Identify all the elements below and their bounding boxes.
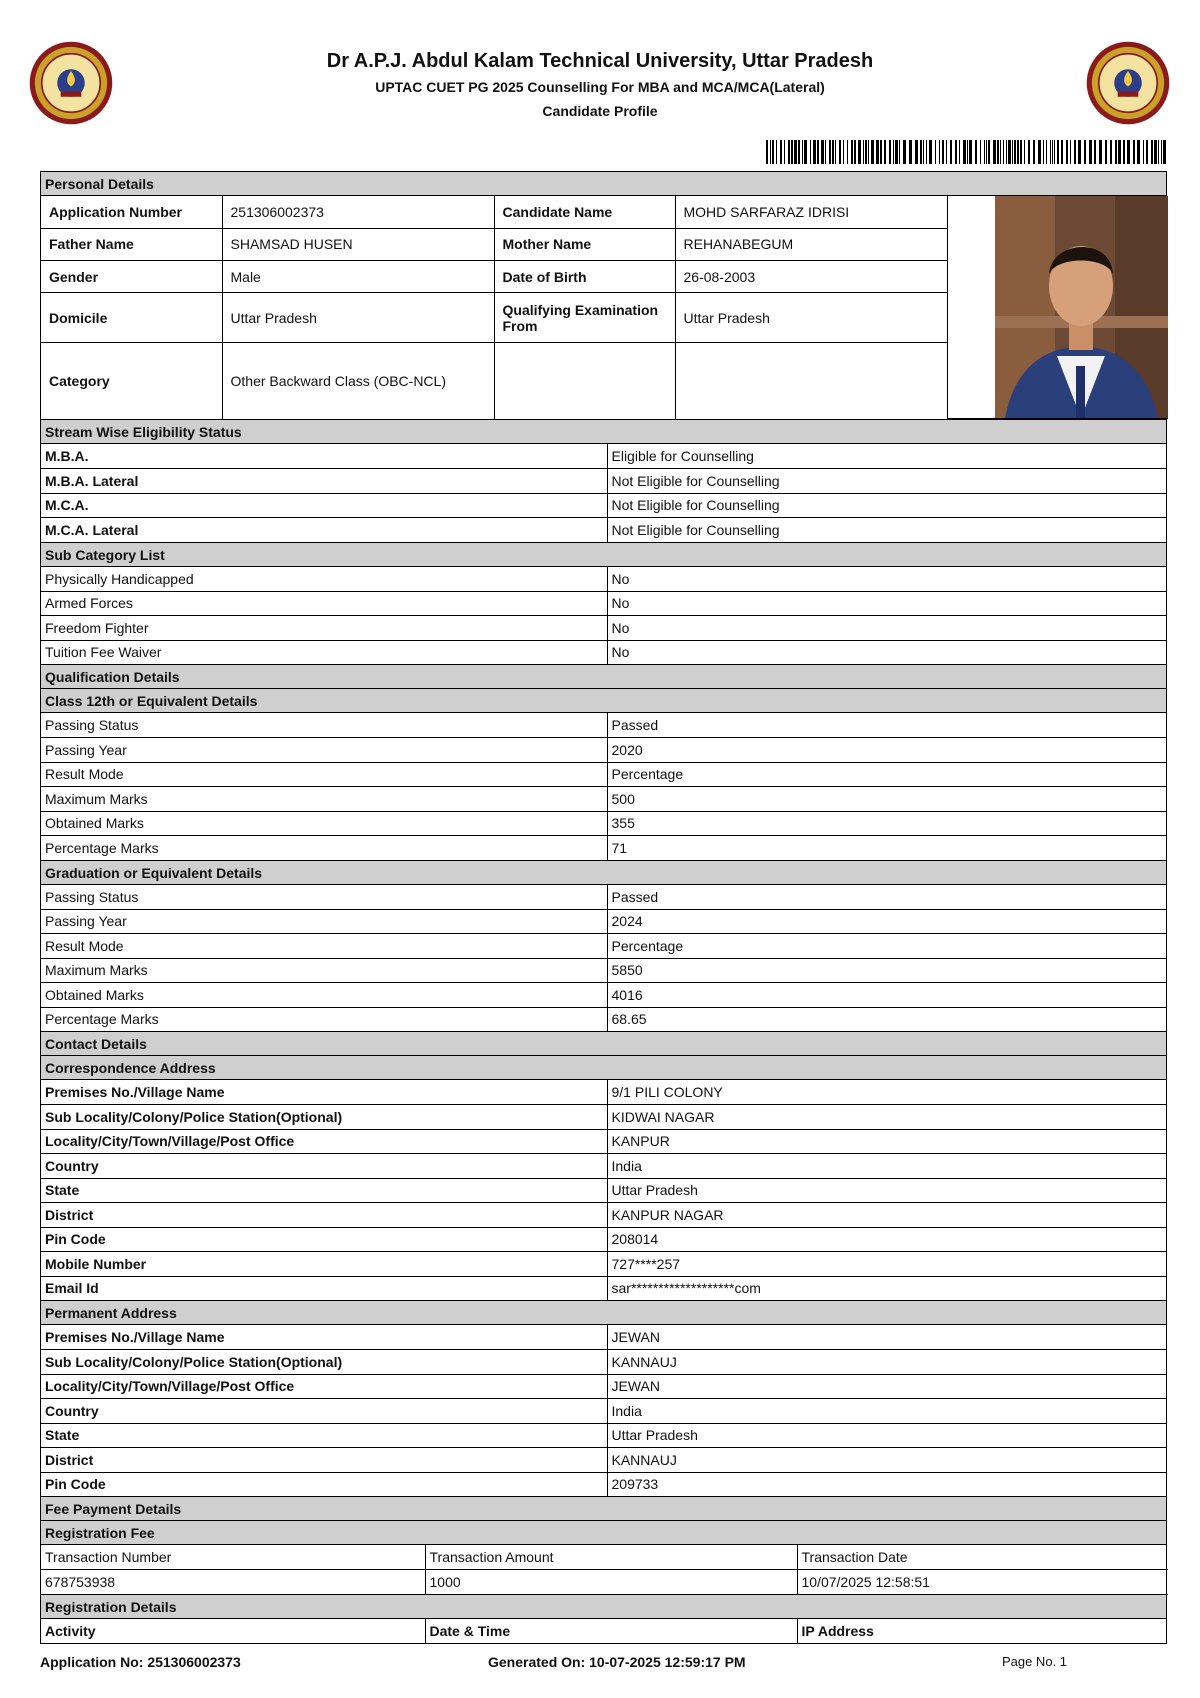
barcode-bar — [1099, 140, 1102, 164]
barcode-bar — [942, 140, 944, 164]
barcode-bar — [1061, 140, 1063, 164]
section-personal-details: Personal Details — [41, 172, 1166, 196]
field-value: 9/1 PILI COLONY — [607, 1080, 1166, 1105]
field-value: Percentage — [607, 934, 1166, 959]
column-header: IP Address — [801, 1622, 874, 1639]
barcode-bar — [899, 140, 900, 164]
barcode-bar — [997, 140, 999, 164]
barcode-bar — [1074, 140, 1076, 164]
column-header: Activity — [41, 1619, 425, 1644]
field-value: 251306002373 — [222, 196, 494, 228]
barcode-bar — [1012, 140, 1013, 164]
barcode-bar — [1078, 140, 1081, 164]
table-row — [41, 1570, 1168, 1595]
field-value: Passed — [607, 713, 1166, 738]
field-label: Application Number — [41, 196, 222, 228]
section-qualification: Qualification Details — [41, 665, 1166, 689]
table-row — [41, 885, 1166, 910]
table-row — [41, 1472, 1166, 1497]
barcode-bar — [1105, 140, 1107, 164]
field-value: No — [607, 616, 1166, 641]
registration-details-table — [41, 1619, 1168, 1644]
table-row — [41, 1080, 1166, 1105]
table-row — [41, 1423, 1166, 1448]
field-label: Domicile — [41, 293, 222, 343]
table-row — [41, 1350, 1166, 1375]
barcode-bar — [804, 140, 807, 164]
barcode-bar — [865, 140, 867, 164]
barcode-bar — [988, 140, 990, 164]
section-correspondence-address: Correspondence Address — [41, 1056, 1166, 1080]
field-label: Category — [41, 343, 222, 419]
barcode-bar — [984, 140, 985, 164]
field-label: Passing Status — [41, 713, 607, 738]
stream-name: M.C.A. — [41, 493, 607, 518]
table-row — [41, 567, 1166, 592]
barcode-bar — [1020, 140, 1022, 164]
document-header — [0, 0, 1200, 168]
graduation-table — [41, 885, 1166, 1033]
barcode-bar — [1161, 140, 1162, 164]
field-label: Locality/City/Town/Village/Post Office — [41, 1129, 607, 1154]
field-label: Sub Locality/Colony/Police Station(Optional) — [41, 1350, 607, 1375]
field-label: Mother Name — [494, 228, 675, 260]
table-row — [41, 1129, 1166, 1154]
barcode-bar — [1006, 140, 1007, 164]
table-row — [41, 1448, 1166, 1473]
barcode-bar — [986, 140, 987, 164]
section-fee-payment: Fee Payment Details — [41, 1497, 1166, 1521]
field-value: KANNAUJ — [607, 1350, 1166, 1375]
barcode-bar — [1050, 140, 1051, 164]
barcode-bar — [1094, 140, 1096, 164]
table-row — [41, 1227, 1166, 1252]
section-class-12th: Class 12th or Equivalent Details — [41, 689, 1166, 713]
table-row — [41, 1374, 1166, 1399]
field-value: JEWAN — [607, 1325, 1166, 1350]
barcode-bar — [766, 140, 768, 164]
field-label: Armed Forces — [41, 591, 607, 616]
field-label: Freedom Fighter — [41, 616, 607, 641]
field-label: District — [41, 1203, 607, 1228]
barcode-bar — [889, 140, 891, 164]
column-header: Date & Time — [425, 1619, 797, 1644]
field-label: Percentage Marks — [41, 1007, 607, 1032]
barcode-bar — [788, 140, 790, 164]
field-value: Uttar Pradesh — [675, 293, 947, 343]
class-12-table — [41, 713, 1166, 861]
field-label: Candidate Name — [494, 196, 675, 228]
field-label: Premises No./Village Name — [41, 1325, 607, 1350]
barcode-bar — [794, 140, 797, 164]
barcode-bar — [832, 140, 834, 164]
barcode-bar — [1110, 140, 1112, 164]
table-row — [41, 196, 1168, 228]
barcode-bar — [843, 140, 844, 164]
field-value: 26-08-2003 — [675, 260, 947, 292]
barcode-bar — [969, 140, 972, 164]
photo-cell — [947, 196, 1168, 419]
table-header-row — [41, 1545, 1168, 1570]
field-label: Passing Status — [41, 885, 607, 910]
field-value: KANPUR NAGAR — [607, 1203, 1166, 1228]
field-label: Obtained Marks — [41, 811, 607, 836]
table-row — [41, 1203, 1166, 1228]
field-label: Qualifying Examination From — [494, 293, 675, 343]
barcode-bar — [863, 140, 864, 164]
barcode-bar — [1057, 140, 1059, 164]
table-row — [41, 591, 1166, 616]
field-label: Gender — [41, 260, 222, 292]
stream-name: M.B.A. — [41, 444, 607, 469]
field-value: SHAMSAD HUSEN — [222, 228, 494, 260]
field-value: 727****257 — [607, 1252, 1166, 1277]
field-label: Physically Handicapped — [41, 567, 607, 592]
field-label: District — [41, 1448, 607, 1473]
barcode-bar — [810, 140, 811, 164]
barcode-bar — [1146, 140, 1148, 164]
barcode-bar — [980, 140, 981, 164]
transaction-number: 678753938 — [41, 1570, 425, 1595]
section-contact-details: Contact Details — [41, 1032, 1166, 1056]
field-label: Percentage Marks — [41, 836, 607, 861]
field-value: MOHD SARFARAZ IDRISI — [675, 196, 947, 228]
field-value: India — [607, 1154, 1166, 1179]
table-row — [41, 787, 1166, 812]
field-value: India — [607, 1399, 1166, 1424]
barcode-bar — [770, 140, 771, 164]
field-value: Uttar Pradesh — [607, 1423, 1166, 1448]
field-value: Percentage — [607, 762, 1166, 787]
table-row — [41, 1399, 1166, 1424]
barcode-bar — [1066, 140, 1068, 164]
field-label: Email Id — [41, 1276, 607, 1301]
transaction-date: 10/07/2025 12:58:51 — [797, 1570, 1168, 1595]
eligibility-status: Not Eligible for Counselling — [607, 518, 1166, 543]
barcode-bar — [871, 140, 874, 164]
barcode-bar — [903, 140, 906, 164]
permanent-address-table — [41, 1325, 1166, 1497]
field-value: 208014 — [607, 1227, 1166, 1252]
field-value: Male — [222, 260, 494, 292]
field-label: Tuition Fee Waiver — [41, 640, 607, 665]
table-row — [41, 983, 1166, 1008]
barcode-bar — [829, 140, 831, 164]
barcode-bar — [1070, 140, 1071, 164]
table-row — [41, 811, 1166, 836]
field-label: State — [41, 1178, 607, 1203]
field-label: Country — [41, 1154, 607, 1179]
field-value: No — [607, 640, 1166, 665]
field-label: Father Name — [41, 228, 222, 260]
field-value: 500 — [607, 787, 1166, 812]
table-row — [41, 762, 1166, 787]
table-row — [41, 444, 1166, 469]
barcode-bar — [1008, 140, 1011, 164]
barcode-bar — [993, 140, 996, 164]
document-title: Candidate Profile — [542, 103, 658, 119]
eligibility-status: Eligible for Counselling — [607, 444, 1166, 469]
barcode-bar — [955, 140, 957, 164]
table-row — [41, 1325, 1166, 1350]
university-seal-logo-right — [1085, 40, 1171, 126]
barcode-bar — [935, 140, 936, 164]
table-row — [41, 958, 1166, 983]
university-name: Dr A.P.J. Abdul Kalam Technical University, Uttar Pradesh — [326, 50, 874, 72]
table-row — [41, 836, 1166, 861]
table-row — [41, 738, 1166, 763]
barcode-bar — [1017, 140, 1019, 164]
field-label: Passing Year — [41, 909, 607, 934]
barcode-bar — [854, 140, 856, 164]
field-value: 68.65 — [607, 1007, 1166, 1032]
barcode-bar — [1137, 140, 1140, 164]
section-registration-fee: Registration Fee — [41, 1521, 1166, 1545]
barcode-bar — [1143, 140, 1144, 164]
correspondence-address-table — [41, 1080, 1166, 1301]
field-value: KANNAUJ — [607, 1448, 1166, 1473]
barcode-bar — [858, 140, 861, 164]
section-sub-category: Sub Category List — [41, 543, 1166, 567]
field-label: Pin Code — [41, 1227, 607, 1252]
field-label: Sub Locality/Colony/Police Station(Optional) — [41, 1105, 607, 1130]
field-value: Other Backward Class (OBC-NCL) — [222, 343, 494, 419]
barcode-bar — [821, 140, 824, 164]
barcode-bar — [1115, 140, 1117, 164]
table-row — [41, 1007, 1166, 1032]
field-value: No — [607, 567, 1166, 592]
barcode-bar — [772, 140, 774, 164]
transaction-amount: 1000 — [425, 1570, 797, 1595]
barcode-bar — [1089, 140, 1092, 164]
field-label: Mobile Number — [41, 1252, 607, 1277]
table-row — [41, 934, 1166, 959]
field-value: 71 — [607, 836, 1166, 861]
barcode-bar — [963, 140, 966, 164]
university-seal-logo — [28, 40, 114, 126]
barcode-bar — [776, 140, 777, 164]
barcode-bar — [1133, 140, 1135, 164]
barcode-bar — [1084, 140, 1086, 164]
barcode-bar — [1151, 140, 1153, 164]
barcode-bar — [1014, 140, 1016, 164]
field-value: 209733 — [607, 1472, 1166, 1497]
field-label: Premises No./Village Name — [41, 1080, 607, 1105]
barcode-bar — [1000, 140, 1001, 164]
barcode-bar — [798, 140, 800, 164]
field-label: State — [41, 1423, 607, 1448]
barcode-bar — [784, 140, 785, 164]
table-row — [41, 493, 1166, 518]
barcode-bar — [847, 140, 848, 164]
barcode-bar — [909, 140, 912, 164]
barcode-bar — [825, 140, 826, 164]
field-label: Country — [41, 1399, 607, 1424]
barcode-bar — [884, 140, 886, 164]
section-stream-eligibility: Stream Wise Eligibility Status — [41, 420, 1166, 444]
barcode-bar — [1154, 140, 1157, 164]
field-label: Pin Code — [41, 1472, 607, 1497]
table-row — [41, 1178, 1166, 1203]
barcode-bar — [959, 140, 960, 164]
barcode-bar — [839, 140, 841, 164]
barcode-bar — [967, 140, 968, 164]
footer-application-no: Application No: 251306002373 — [40, 1654, 241, 1670]
barcode-bar — [780, 140, 782, 164]
table-row — [41, 640, 1166, 665]
barcode-bar — [791, 140, 793, 164]
personal-details-table — [41, 196, 1168, 419]
table-row — [41, 713, 1166, 738]
field-value — [675, 343, 947, 419]
barcode-bar — [851, 140, 853, 164]
barcode-bar — [1118, 140, 1121, 164]
column-header: Transaction Number — [41, 1545, 425, 1570]
barcode-bar — [876, 140, 879, 164]
eligibility-status: Not Eligible for Counselling — [607, 469, 1166, 494]
barcode-bar — [929, 140, 932, 164]
barcode-bar — [920, 140, 922, 164]
barcode-bar — [950, 140, 952, 164]
field-label — [494, 343, 675, 419]
candidate-profile-document — [40, 171, 1167, 1644]
column-header: Transaction Date — [797, 1545, 1168, 1570]
barcode-bar — [893, 140, 894, 164]
page-footer — [40, 1654, 1167, 1676]
stream-name: M.B.A. Lateral — [41, 469, 607, 494]
section-graduation: Graduation or Equivalent Details — [41, 861, 1166, 885]
field-label: Obtained Marks — [41, 983, 607, 1008]
barcode-bar — [1163, 140, 1166, 164]
section-permanent-address: Permanent Address — [41, 1301, 1166, 1325]
field-label: Locality/City/Town/Village/Post Office — [41, 1374, 607, 1399]
table-header-row — [41, 1619, 1168, 1644]
field-label: Result Mode — [41, 762, 607, 787]
table-row — [41, 1276, 1166, 1301]
barcode-bar — [868, 140, 869, 164]
barcode-bar — [1038, 140, 1041, 164]
footer-generated-on: Generated On: 10-07-2025 12:59:17 PM — [488, 1654, 746, 1670]
field-value: 2024 — [607, 909, 1166, 934]
barcode-bar — [923, 140, 924, 164]
table-row — [41, 469, 1166, 494]
field-value: 4016 — [607, 983, 1166, 1008]
field-value: 2020 — [607, 738, 1166, 763]
registration-fee-table — [41, 1545, 1168, 1595]
barcode-bar — [915, 140, 918, 164]
column-header: Transaction Amount — [425, 1545, 797, 1570]
barcode-bar — [1046, 140, 1047, 164]
barcode-bar — [1043, 140, 1044, 164]
barcode-bar — [1123, 140, 1125, 164]
barcode-bar — [939, 140, 940, 164]
eligibility-status: Not Eligible for Counselling — [607, 493, 1166, 518]
field-label: Maximum Marks — [41, 958, 607, 983]
barcode-bar — [1127, 140, 1130, 164]
barcode — [766, 140, 1166, 164]
barcode-bar — [975, 140, 977, 164]
barcode-bar — [1158, 140, 1159, 164]
field-value: sar*******************com — [607, 1276, 1166, 1301]
table-row — [41, 909, 1166, 934]
barcode-bar — [1024, 140, 1025, 164]
field-value: No — [607, 591, 1166, 616]
stream-name: M.C.A. Lateral — [41, 518, 607, 543]
field-label: Result Mode — [41, 934, 607, 959]
field-value: 355 — [607, 811, 1166, 836]
footer-page-number: Page No. 1 — [1001, 1654, 1067, 1669]
barcode-bar — [946, 140, 947, 164]
field-value: JEWAN — [607, 1374, 1166, 1399]
table-row — [41, 518, 1166, 543]
barcode-bar — [1028, 140, 1030, 164]
field-label: Date of Birth — [494, 260, 675, 292]
field-value: KANPUR — [607, 1129, 1166, 1154]
sub-category-table — [41, 567, 1166, 666]
counselling-subtitle: UPTAC CUET PG 2025 Counselling For MBA and MCA/MCA(Lateral) — [375, 79, 825, 95]
field-value: Uttar Pradesh — [607, 1178, 1166, 1203]
field-value: 5850 — [607, 958, 1166, 983]
barcode-bar — [802, 140, 803, 164]
eligibility-table — [41, 444, 1166, 543]
barcode-bar — [813, 140, 816, 164]
table-row — [41, 616, 1166, 641]
field-label: Maximum Marks — [41, 787, 607, 812]
table-row — [41, 1252, 1166, 1277]
barcode-bar — [1003, 140, 1004, 164]
barcode-bar — [895, 140, 898, 164]
barcode-bar — [835, 140, 836, 164]
table-row — [41, 1105, 1166, 1130]
field-value: REHANABEGUM — [675, 228, 947, 260]
barcode-bar — [926, 140, 927, 164]
barcode-bar — [1054, 140, 1055, 164]
table-row — [41, 1154, 1166, 1179]
barcode-bar — [880, 140, 882, 164]
field-value: KIDWAI NAGAR — [607, 1105, 1166, 1130]
field-value: Passed — [607, 885, 1166, 910]
barcode-bar — [817, 140, 819, 164]
barcode-bar — [1052, 140, 1053, 164]
field-value: Uttar Pradesh — [222, 293, 494, 343]
barcode-bar — [1033, 140, 1035, 164]
section-registration-details: Registration Details — [41, 1595, 1166, 1619]
field-label: Passing Year — [41, 738, 607, 763]
candidate-photo — [995, 196, 1168, 418]
